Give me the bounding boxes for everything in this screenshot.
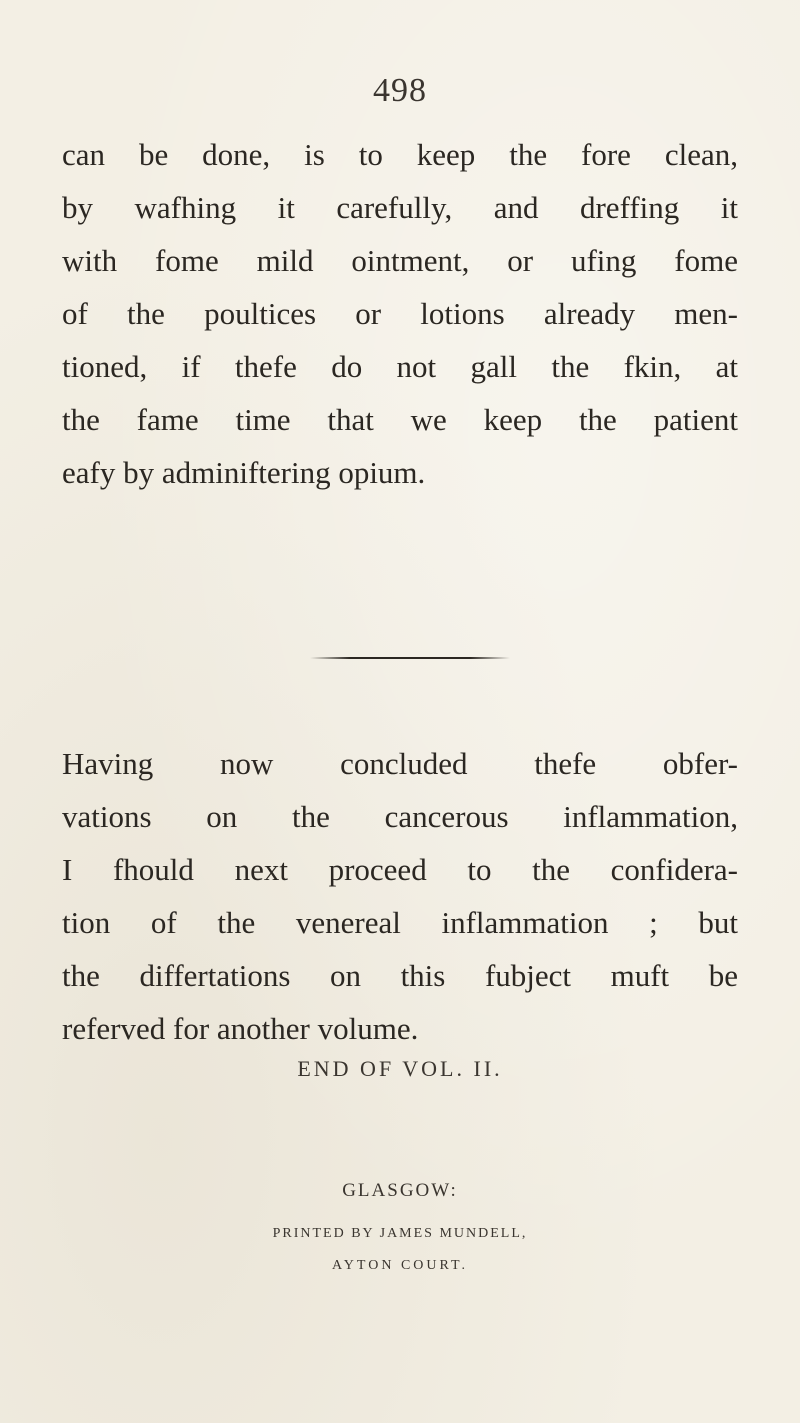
- text-line: tion of the venereal inflammation ; but: [62, 905, 738, 940]
- page-number: 498: [373, 72, 427, 109]
- text-line: of the poultices or lotions already men-: [62, 296, 738, 331]
- text-line: vations on the cancerous inflammation,: [62, 799, 738, 834]
- text-line: with fome mild ointment, or ufing fome: [62, 243, 738, 278]
- text-line: the differtations on this fubject muft be: [62, 958, 738, 993]
- text-line: Having now concluded thefe obfer-: [62, 746, 738, 781]
- text-line: tioned, if thefe do not gall the fkin, at: [62, 349, 738, 384]
- text-line: I fhould next proceed to the confidera-: [62, 852, 738, 887]
- paragraph-conclusion: [62, 737, 738, 1055]
- colophon-address: AYTON COURT.: [331, 1258, 469, 1273]
- text-line: eafy by adminiftering opium.: [62, 455, 426, 490]
- text-line: can be done, is to keep the fore clean,: [62, 137, 738, 172]
- paragraph-treatment: [62, 128, 738, 499]
- end-of-volume-note: END OF VOL. II.: [297, 1056, 503, 1081]
- text-line: by wafhing it carefully, and dreffing it: [62, 190, 738, 225]
- text-line: referved for another volume.: [62, 1011, 419, 1046]
- section-divider: [310, 657, 510, 659]
- colophon-printer: PRINTED BY JAMES MUNDELL,: [272, 1226, 528, 1241]
- text-line: the fame time that we keep the patient: [62, 402, 738, 437]
- colophon-city: GLASGOW:: [342, 1180, 458, 1201]
